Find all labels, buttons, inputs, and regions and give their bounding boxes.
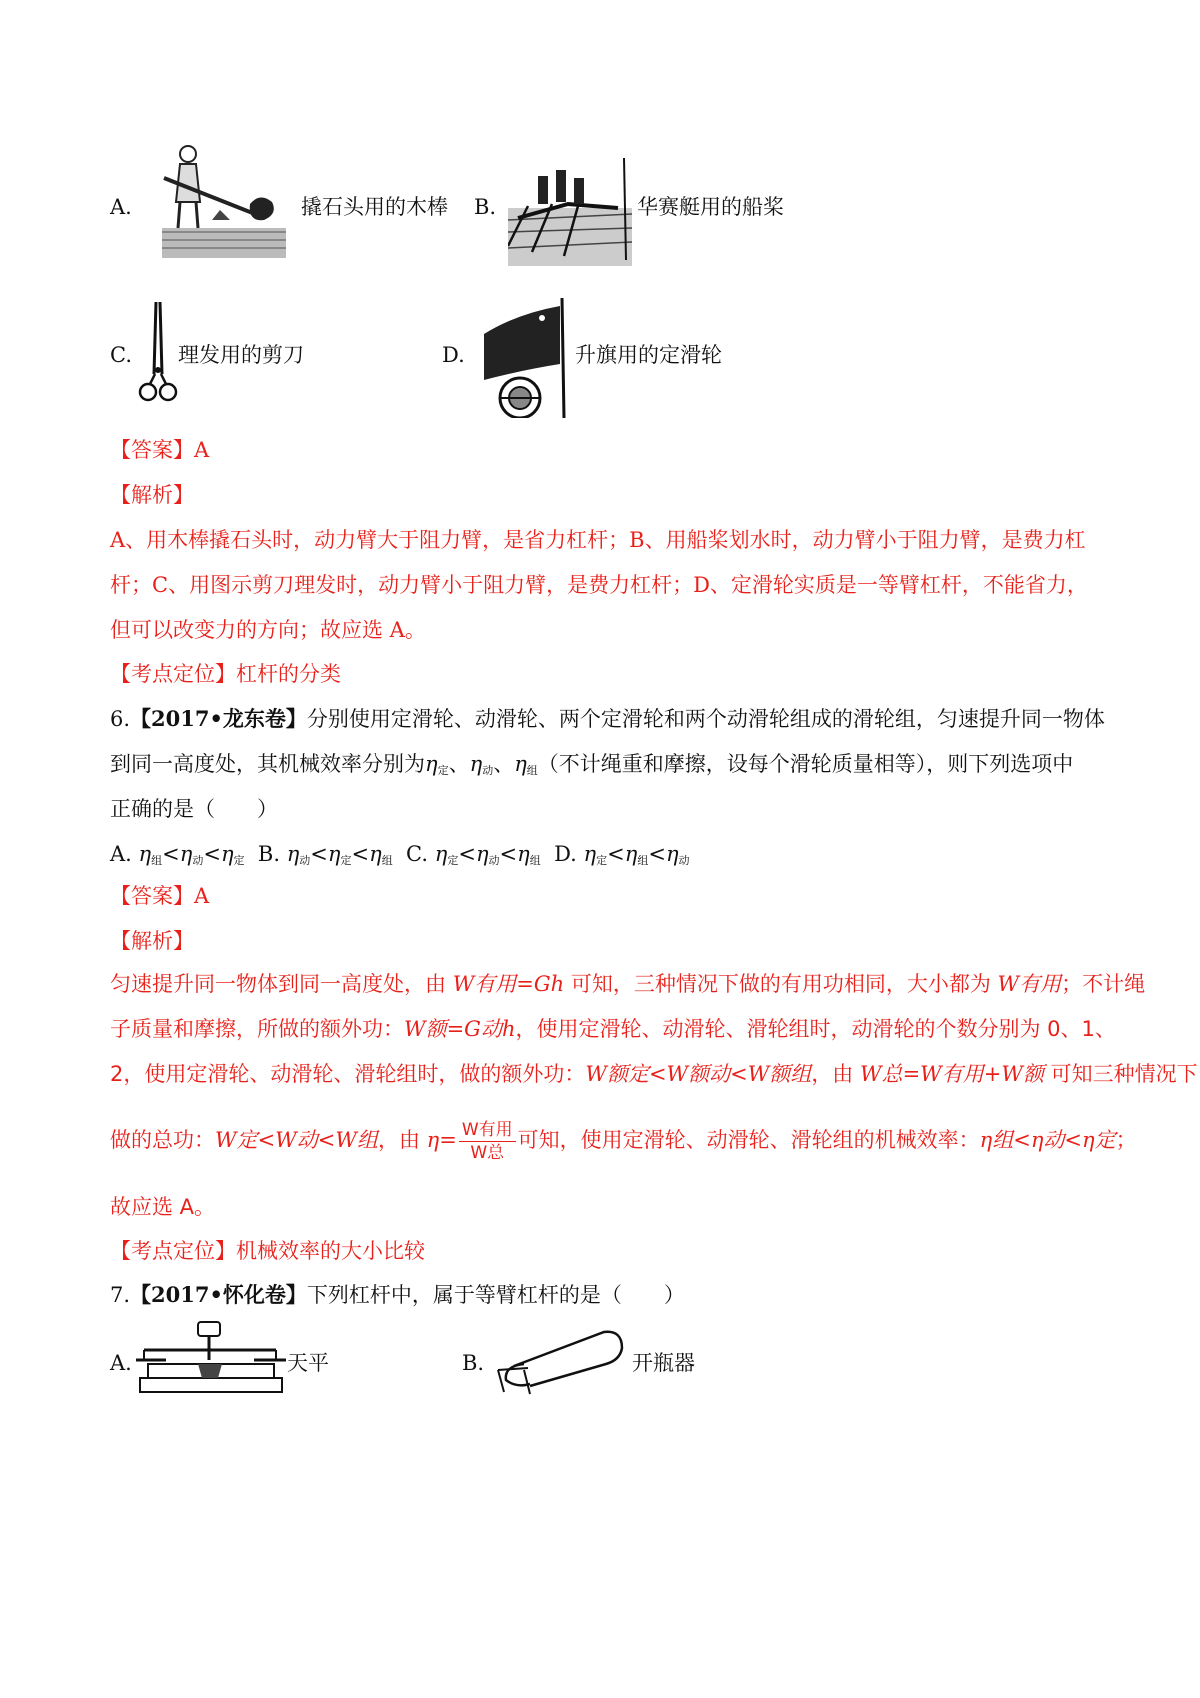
q6-answer: [110, 882, 209, 910]
q6-w-useful-eq: W有用=Gh: [452, 972, 565, 996]
q6-kp-value: 机械效率的大小比较: [236, 1239, 425, 1263]
q6-option-b: B. $\eta_动<\eta_定<\eta_组$: [257, 842, 393, 867]
q6-option-d: D. $\eta_定<\eta_组<\eta_动$: [554, 842, 690, 867]
q5-option-a-letter: A.: [110, 195, 132, 219]
q5-analysis-line-2: 杆；C、用图示剪刀理发时，动力臂小于阻力臂，是费力杠杆；D、定滑轮实质是一等臂杠杆，不能省力，: [110, 573, 1088, 597]
q6-kp-label: 【考点定位】: [110, 1239, 236, 1263]
q6-stem-line-1: [110, 705, 1105, 733]
q6-w-total-cmp: W定<W动<W组: [215, 1128, 378, 1152]
q6-eta-eq: η=: [426, 1128, 457, 1152]
q6-solution-line-2: 子质量和摩擦，所做的额外功：W额=G动h，使用定滑轮、动滑轮、滑轮组时，动滑轮的个数分别为 0、1、: [110, 1017, 1116, 1041]
q6-knowledge-point: [110, 1237, 425, 1265]
q6-answer-label: 【答案】: [110, 884, 194, 908]
q5-knowledge-point: [110, 660, 341, 688]
q6-solution-line-3: 2，使用定滑轮、动滑轮、滑轮组时，做的额外功：W额定<W额动<W额组，由 W总=W有用+W额 可知三种情况下: [110, 1062, 1198, 1086]
scissors-image: [138, 300, 178, 408]
q6-source: 【2017•龙东卷】: [130, 706, 307, 731]
q5-answer-label: 【答案】: [110, 438, 194, 462]
q6-stem-1: 分别使用定滑轮、动滑轮、两个定滑轮和两个动滑轮组成的滑轮组，匀速提升同一物体: [306, 707, 1105, 731]
q6-solution-line-1: 匀速提升同一物体到同一高度处，由 W有用=Gh 可知，三种情况下做的有用功相同，大小都为 W有用；不计绳: [110, 972, 1146, 996]
q6-stem-line-2: 到同一高度处，其机械效率分别为$\eta_定$、$\eta_动$、$\eta_组$（不计绳重和摩擦，设每个滑轮质量相等），则下列选项中: [110, 752, 1074, 777]
q7-source: 【2017•怀化卷】: [130, 1282, 307, 1307]
rowing-boat-image: [508, 148, 632, 266]
q6-options: [110, 840, 690, 875]
q6-stem-3: 正确的是（ ）: [110, 797, 278, 821]
q5-answer-value: A: [194, 438, 210, 462]
balance-scale-image: [136, 1320, 286, 1396]
q5-option-d-letter: D.: [442, 343, 465, 367]
q6-w-extra-eq: W额=G动h: [404, 1017, 516, 1041]
q5-option-c-text: 理发用的剪刀: [178, 343, 304, 367]
q6-option-a: A. $\eta_组<\eta_动<\eta_定$: [110, 842, 245, 867]
q6-answer-value: A: [194, 884, 210, 908]
q5-analysis-label: 【解析】: [110, 483, 194, 507]
q5-answer: [110, 436, 209, 464]
q6-stem-2a: 到同一高度处，其机械效率分别为: [110, 752, 425, 776]
q6-analysis-label: 【解析】: [110, 929, 194, 953]
q5-option-c-letter: C.: [110, 343, 132, 367]
q6-eta-cmp: η组<η动<η定: [979, 1128, 1116, 1152]
q5-option-d-text: 升旗用的定滑轮: [575, 343, 722, 367]
q6-option-c: C. $\eta_定<\eta_动<\eta_组$: [406, 842, 541, 867]
bottle-opener-image: [494, 1326, 626, 1396]
q6-w-extra-cmp: W额定<W额动<W额组: [585, 1062, 812, 1086]
q7-option-b-letter: B.: [462, 1351, 485, 1375]
q7-option-b-text: 开瓶器: [632, 1351, 695, 1375]
q5-option-b-letter: B.: [474, 195, 497, 219]
lever-rock-image: [160, 140, 288, 260]
q5-option-a-text: 撬石头用的木棒: [301, 195, 448, 219]
q7-stem-text: 下列杠杆中，属于等臂杠杆的是（ ）: [306, 1283, 685, 1307]
q5-option-b-text: 华赛艇用的船桨: [637, 195, 784, 219]
q6-stem-2b: （不计绳重和摩擦，设每个滑轮质量相等），则下列选项中: [537, 752, 1074, 776]
q7-option-a-text: 天平: [287, 1351, 329, 1375]
q5-kp-value: 杠杆的分类: [236, 662, 341, 686]
q5-analysis-line-1: A、用木棒撬石头时，动力臂大于阻力臂，是省力杠杆；B、用船桨划水时，动力臂小于阻力臂，是费力杠: [110, 528, 1086, 552]
q7-option-a-letter: A.: [110, 1351, 132, 1375]
q5-analysis-line-3: 但可以改变力的方向；故应选 A。: [110, 618, 426, 642]
q6-number: 6.: [110, 707, 131, 731]
flag-pulley-image: [476, 294, 576, 418]
q6-w-useful: W有用: [997, 972, 1062, 996]
q5-kp-label: 【考点定位】: [110, 662, 236, 686]
q6-solution-line-4: 做的总功：W定<W动<W组，由 η= $\frac{\text{W有用}}{\text{W总}}$ 可知，使用定滑轮、动滑轮、滑轮组的机械效率：η组<η动<η定；: [110, 1119, 1137, 1163]
q6-w-total-eq: W总=W有用+W额: [860, 1062, 1044, 1086]
q7-stem: [110, 1281, 685, 1309]
q6-efficiency-fraction: $\frac{\text{W有用}}{\text{W总}}$: [459, 1119, 516, 1164]
q7-number: 7.: [110, 1283, 131, 1307]
q6-solution-line-5: 故应选 A。: [110, 1195, 216, 1219]
